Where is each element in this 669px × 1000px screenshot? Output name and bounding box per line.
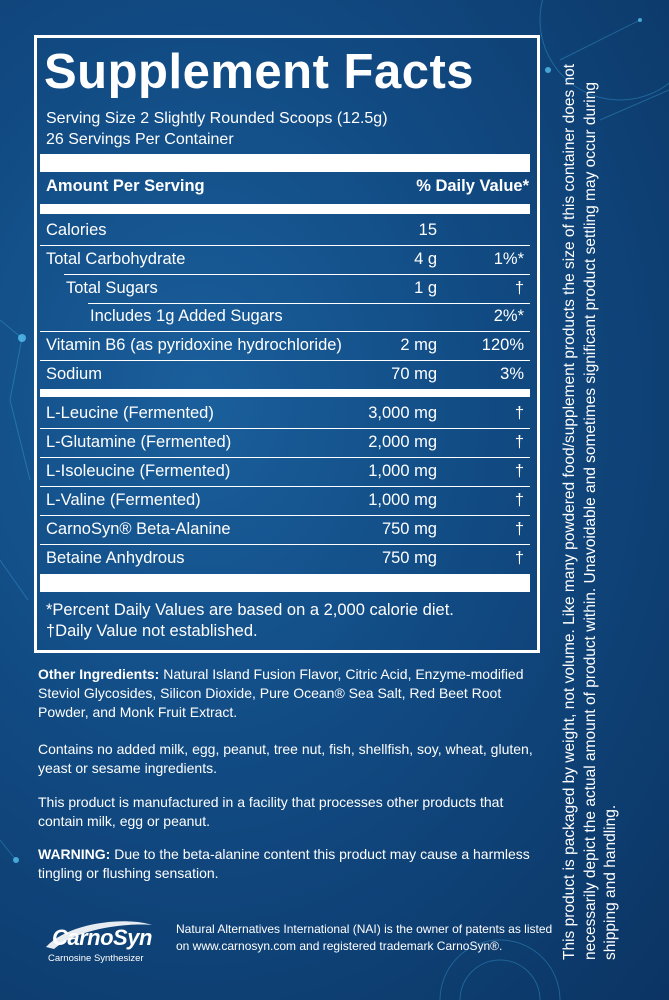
divider-thick — [40, 574, 530, 592]
nutrient-name: Sodium — [46, 365, 102, 383]
ingredient-dv: † — [514, 520, 524, 538]
nutrient-amount: 1 g — [414, 279, 437, 297]
nutrient-name: Total Carbohydrate — [46, 250, 186, 268]
nutrient-amount: 70 mg — [391, 365, 437, 383]
nutrient-dv: 120% — [481, 336, 524, 354]
ingredient-row — [40, 545, 530, 573]
nutrient-amount: 2 mg — [400, 336, 437, 354]
panel-footnotes — [46, 600, 454, 642]
ingredient-amount: 3,000 mg — [368, 404, 437, 422]
nutrient-name: Total Sugars — [66, 279, 158, 297]
nutrient-row — [40, 246, 530, 274]
nutrient-dv: † — [514, 279, 524, 297]
settling-notice: This product is packaged by weight, not volume. Like many powdered food/supplement products the size of this container does not necessarily depict the actual amount of product within. Unavoidable and sometimes significant product settling may occur during shipping and handling. — [561, 63, 619, 960]
ingredient-dv: † — [514, 549, 524, 567]
ingredient-amount: 1,000 mg — [368, 491, 437, 509]
warning-text: Due to the beta-alanine content this product may cause a harmless tingling or flushing sensation. — [38, 846, 530, 881]
ingredient-dv: † — [514, 462, 524, 480]
divider-medium — [40, 204, 530, 214]
ingredient-amount: 750 mg — [381, 549, 437, 567]
ingredient-name: L-Valine (Fermented) — [46, 491, 201, 509]
ingredient-dv: † — [514, 433, 524, 451]
nutrient-dv: 3% — [500, 365, 524, 383]
dagger-footnote: †Daily Value not established. — [46, 622, 258, 640]
logo-wordmark: CarnoSyn — [52, 925, 152, 950]
divider-thick — [40, 154, 530, 172]
ingredient-name: Betaine Anhydrous — [46, 549, 185, 567]
logo-tagline: Carnosine Synthesizer — [48, 953, 144, 964]
ingredient-amount: 750 mg — [381, 520, 437, 538]
ingredient-dv: † — [514, 491, 524, 509]
ingredient-name: CarnoSyn® Beta-Alanine — [46, 520, 231, 538]
panel-title: Supplement Facts — [44, 45, 475, 99]
nutrient-name: Calories — [46, 221, 107, 239]
servings-per-container: 26 Servings Per Container — [46, 131, 234, 148]
divider-medium — [40, 389, 530, 397]
ingredient-row — [40, 429, 530, 457]
nutrient-name: Vitamin B6 (as pyridoxine hydrochloride) — [46, 336, 342, 354]
ingredient-name: L-Leucine (Fermented) — [46, 404, 214, 422]
nutrient-amount: 4 g — [414, 250, 437, 268]
other-ingredients-text: Natural Island Fusion Flavor, Citric Acid, Enzyme-modified Steviol Glycosides, Silicon Dioxide, Pure Ocean® Sea Salt, Red Beet Root Powder, and Monk Fruit Extract. — [38, 666, 524, 720]
ingredient-amount: 1,000 mg — [368, 462, 437, 480]
amount-per-serving-header: Amount Per Serving — [46, 177, 205, 195]
ingredient-row — [40, 516, 530, 544]
nutrient-row — [40, 332, 530, 360]
serving-size: Serving Size 2 Slightly Rounded Scoops (12.5g) — [46, 110, 388, 127]
ingredient-row — [40, 400, 530, 428]
warning-statement — [38, 845, 538, 883]
facility-statement: This product is manufactured in a facility that processes other products that contain milk, egg or peanut. — [38, 794, 504, 829]
nutrient-row — [40, 217, 530, 245]
nutrient-dv: 2%* — [493, 307, 524, 325]
percent-dv-footnote: *Percent Daily Values are based on a 2,000 calorie diet. — [46, 601, 454, 619]
nai-trademark-notice: Natural Alternatives International (NAI) is the owner of patents as listed on www.carnosyn.com and registered trademark CarnoSyn®. — [176, 922, 553, 953]
nutrient-row — [40, 361, 530, 389]
ingredient-dv: † — [514, 404, 524, 422]
nutrient-dv: 1%* — [493, 250, 524, 268]
ingredient-amount: 2,000 mg — [368, 433, 437, 451]
allergen-statement: Contains no added milk, egg, peanut, tree nut, fish, shellfish, soy, wheat, gluten, yeast or sesame ingredients. — [38, 741, 533, 776]
nutrient-row — [40, 303, 530, 331]
ingredient-name: L-Glutamine (Fermented) — [46, 433, 232, 451]
other-ingredients-label: Other Ingredients: — [38, 666, 160, 682]
ingredient-row — [40, 487, 530, 515]
warning-label: WARNING: — [38, 846, 111, 862]
daily-value-header: % Daily Value* — [416, 177, 529, 195]
nutrient-amount: 15 — [418, 221, 437, 239]
serving-info — [46, 108, 388, 150]
nutrient-name: Includes 1g Added Sugars — [90, 307, 283, 325]
ingredient-name: L-Isoleucine (Fermented) — [46, 462, 231, 480]
nutrient-row — [40, 275, 530, 303]
ingredient-row — [40, 458, 530, 486]
other-ingredients — [38, 665, 538, 722]
